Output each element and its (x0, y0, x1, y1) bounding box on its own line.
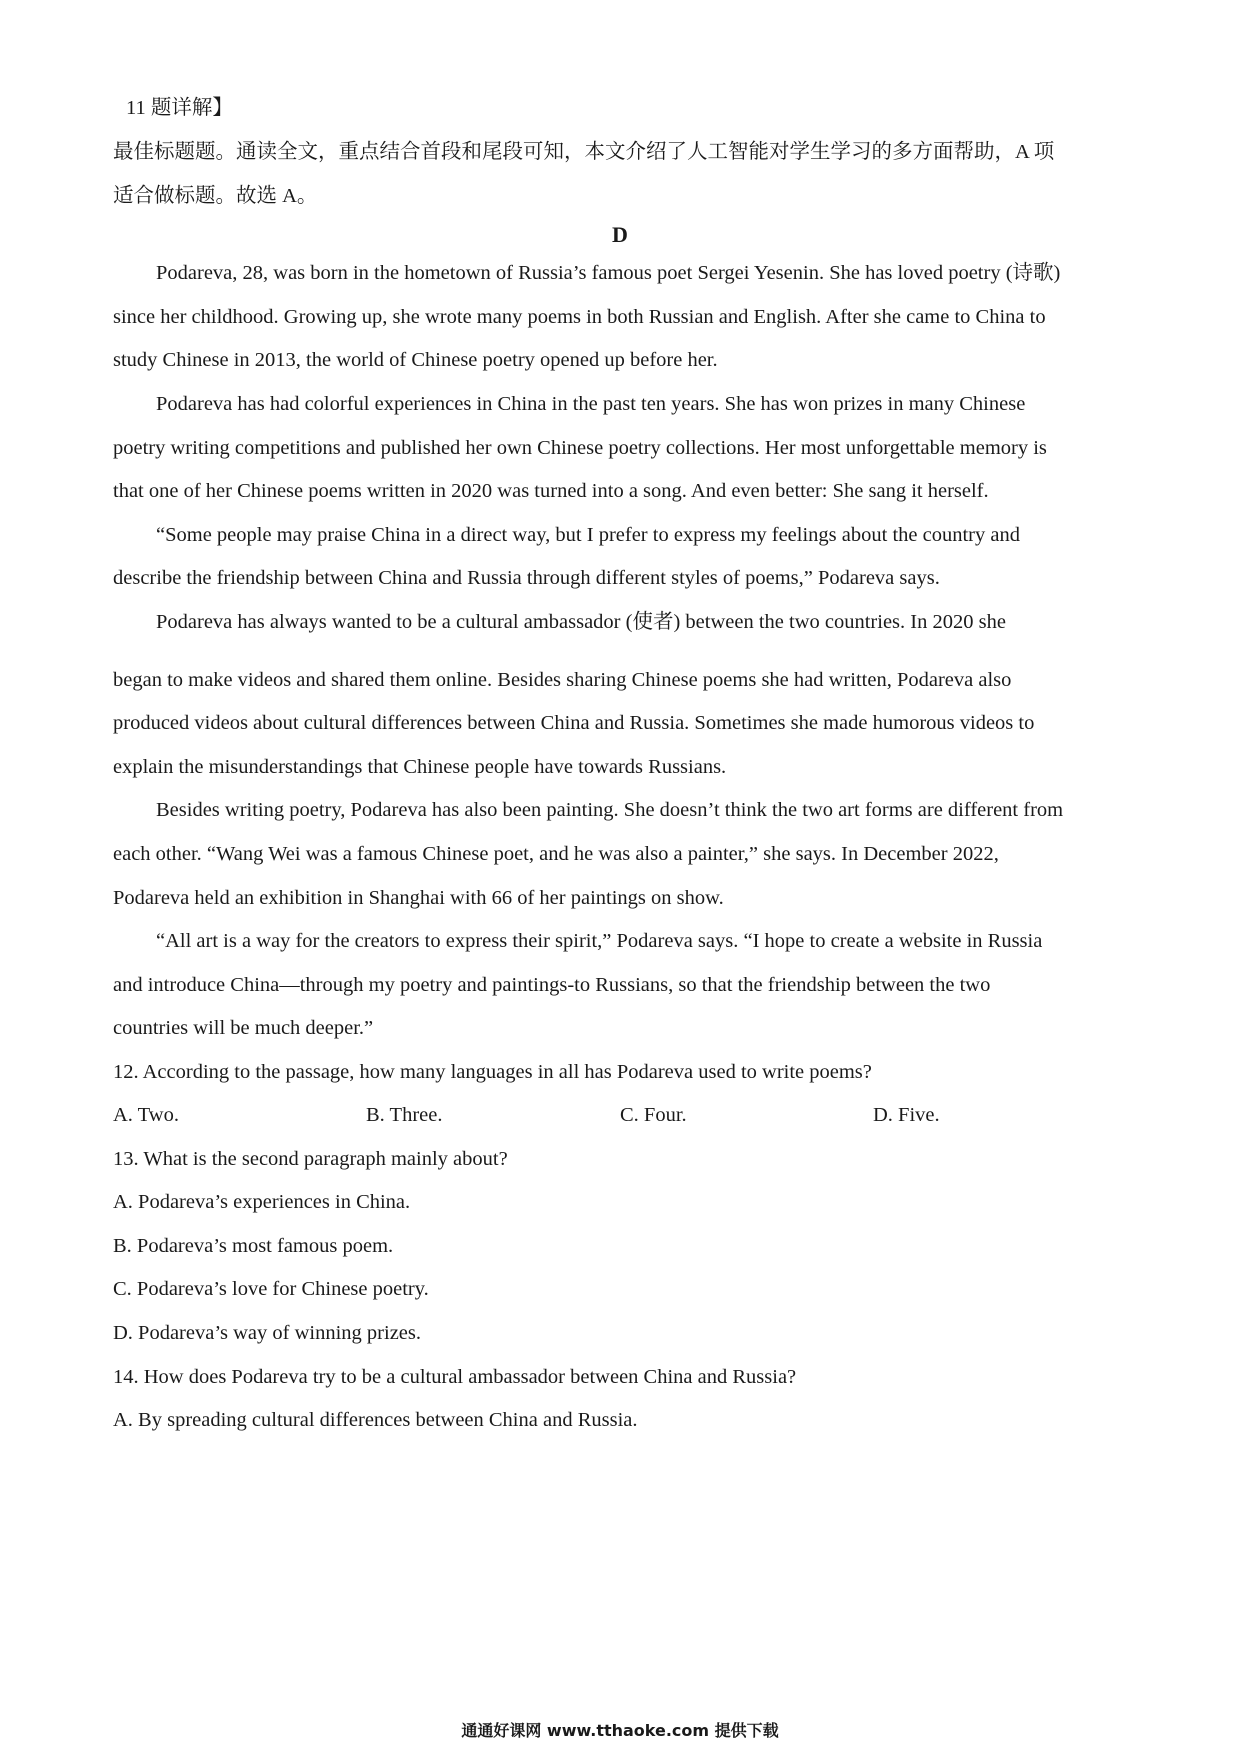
passage-line: countries will be much deeper.” (113, 1017, 374, 1039)
prev-answer-title: 11 题详解】 (126, 97, 233, 119)
prev-answer-line-2: 适合做标题。故选 A。 (113, 185, 318, 207)
question-13-option-c: C. Podareva’s love for Chinese poetry. (113, 1278, 429, 1300)
passage-line: and introduce China—through my poetry and paintings-to Russians, so that the friendship between the two (113, 974, 991, 996)
question-12-option-c: C. Four. (620, 1104, 687, 1126)
passage-line: that one of her Chinese poems written in 2020 was turned into a song. And even better: She sang it herself. (113, 480, 989, 502)
passage-line: “Some people may praise China in a direct way, but I prefer to express my feelings about the country and (156, 524, 1020, 546)
passage-line: produced videos about cultural differences between China and Russia. Sometimes she made humorous videos to (113, 712, 1035, 734)
passage-line: describe the friendship between China and Russia through different styles of poems,” Podareva says. (113, 567, 940, 589)
question-13-option-a: A. Podareva’s experiences in China. (113, 1191, 411, 1213)
passage-line: began to make videos and shared them online. Besides sharing Chinese poems she had written, Podareva also (113, 669, 1012, 691)
question-12-stem: 12. According to the passage, how many languages in all has Podareva used to write poems? (113, 1061, 872, 1083)
passage-line: Podareva has always wanted to be a cultural ambassador (使者) between the two countries. In 2020 she (156, 611, 1006, 633)
question-12-option-d: D. Five. (873, 1104, 940, 1126)
page-footer: 通通好课网 www.tthaoke.com 提供下载 (461, 1721, 779, 1740)
question-13-option-b: B. Podareva’s most famous poem. (113, 1235, 394, 1257)
question-13-stem: 13. What is the second paragraph mainly about? (113, 1148, 508, 1170)
question-14-option-a: A. By spreading cultural differences between China and Russia. (113, 1409, 638, 1431)
question-13-option-d: D. Podareva’s way of winning prizes. (113, 1322, 422, 1344)
passage-line: Podareva has had colorful experiences in China in the past ten years. She has won prizes in many Chinese (156, 393, 1026, 415)
section-heading: D (612, 222, 628, 247)
passage-line: Podareva, 28, was born in the hometown of Russia’s famous poet Sergei Yesenin. She has loved poetry (诗歌) (156, 262, 1061, 284)
passage-line: Podareva held an exhibition in Shanghai with 66 of her paintings on show. (113, 887, 724, 909)
question-12-option-a: A. Two. (113, 1104, 179, 1126)
question-14-stem: 14. How does Podareva try to be a cultural ambassador between China and Russia? (113, 1366, 797, 1388)
passage-line: poetry writing competitions and published her own Chinese poetry collections. Her most unforgettable memory is (113, 437, 1047, 459)
passage-line: study Chinese in 2013, the world of Chinese poetry opened up before her. (113, 349, 718, 371)
passage-line: each other. “Wang Wei was a famous Chinese poet, and he was also a painter,” she says. In December 2022, (113, 843, 999, 865)
prev-answer-line-1: 最佳标题题。通读全文，重点结合首段和尾段可知，本文介绍了人工智能对学生学习的多方面帮助，A 项 (113, 141, 1055, 163)
passage-line: Besides writing poetry, Podareva has also been painting. She doesn’t think the two art forms are different from (156, 799, 1064, 821)
question-12-option-b: B. Three. (366, 1104, 443, 1126)
passage-line: “All art is a way for the creators to express their spirit,” Podareva says. “I hope to create a website in Russia (156, 930, 1043, 952)
passage-line: since her childhood. Growing up, she wrote many poems in both Russian and English. After she came to China to (113, 306, 1046, 328)
passage-line: explain the misunderstandings that Chinese people have towards Russians. (113, 756, 727, 778)
